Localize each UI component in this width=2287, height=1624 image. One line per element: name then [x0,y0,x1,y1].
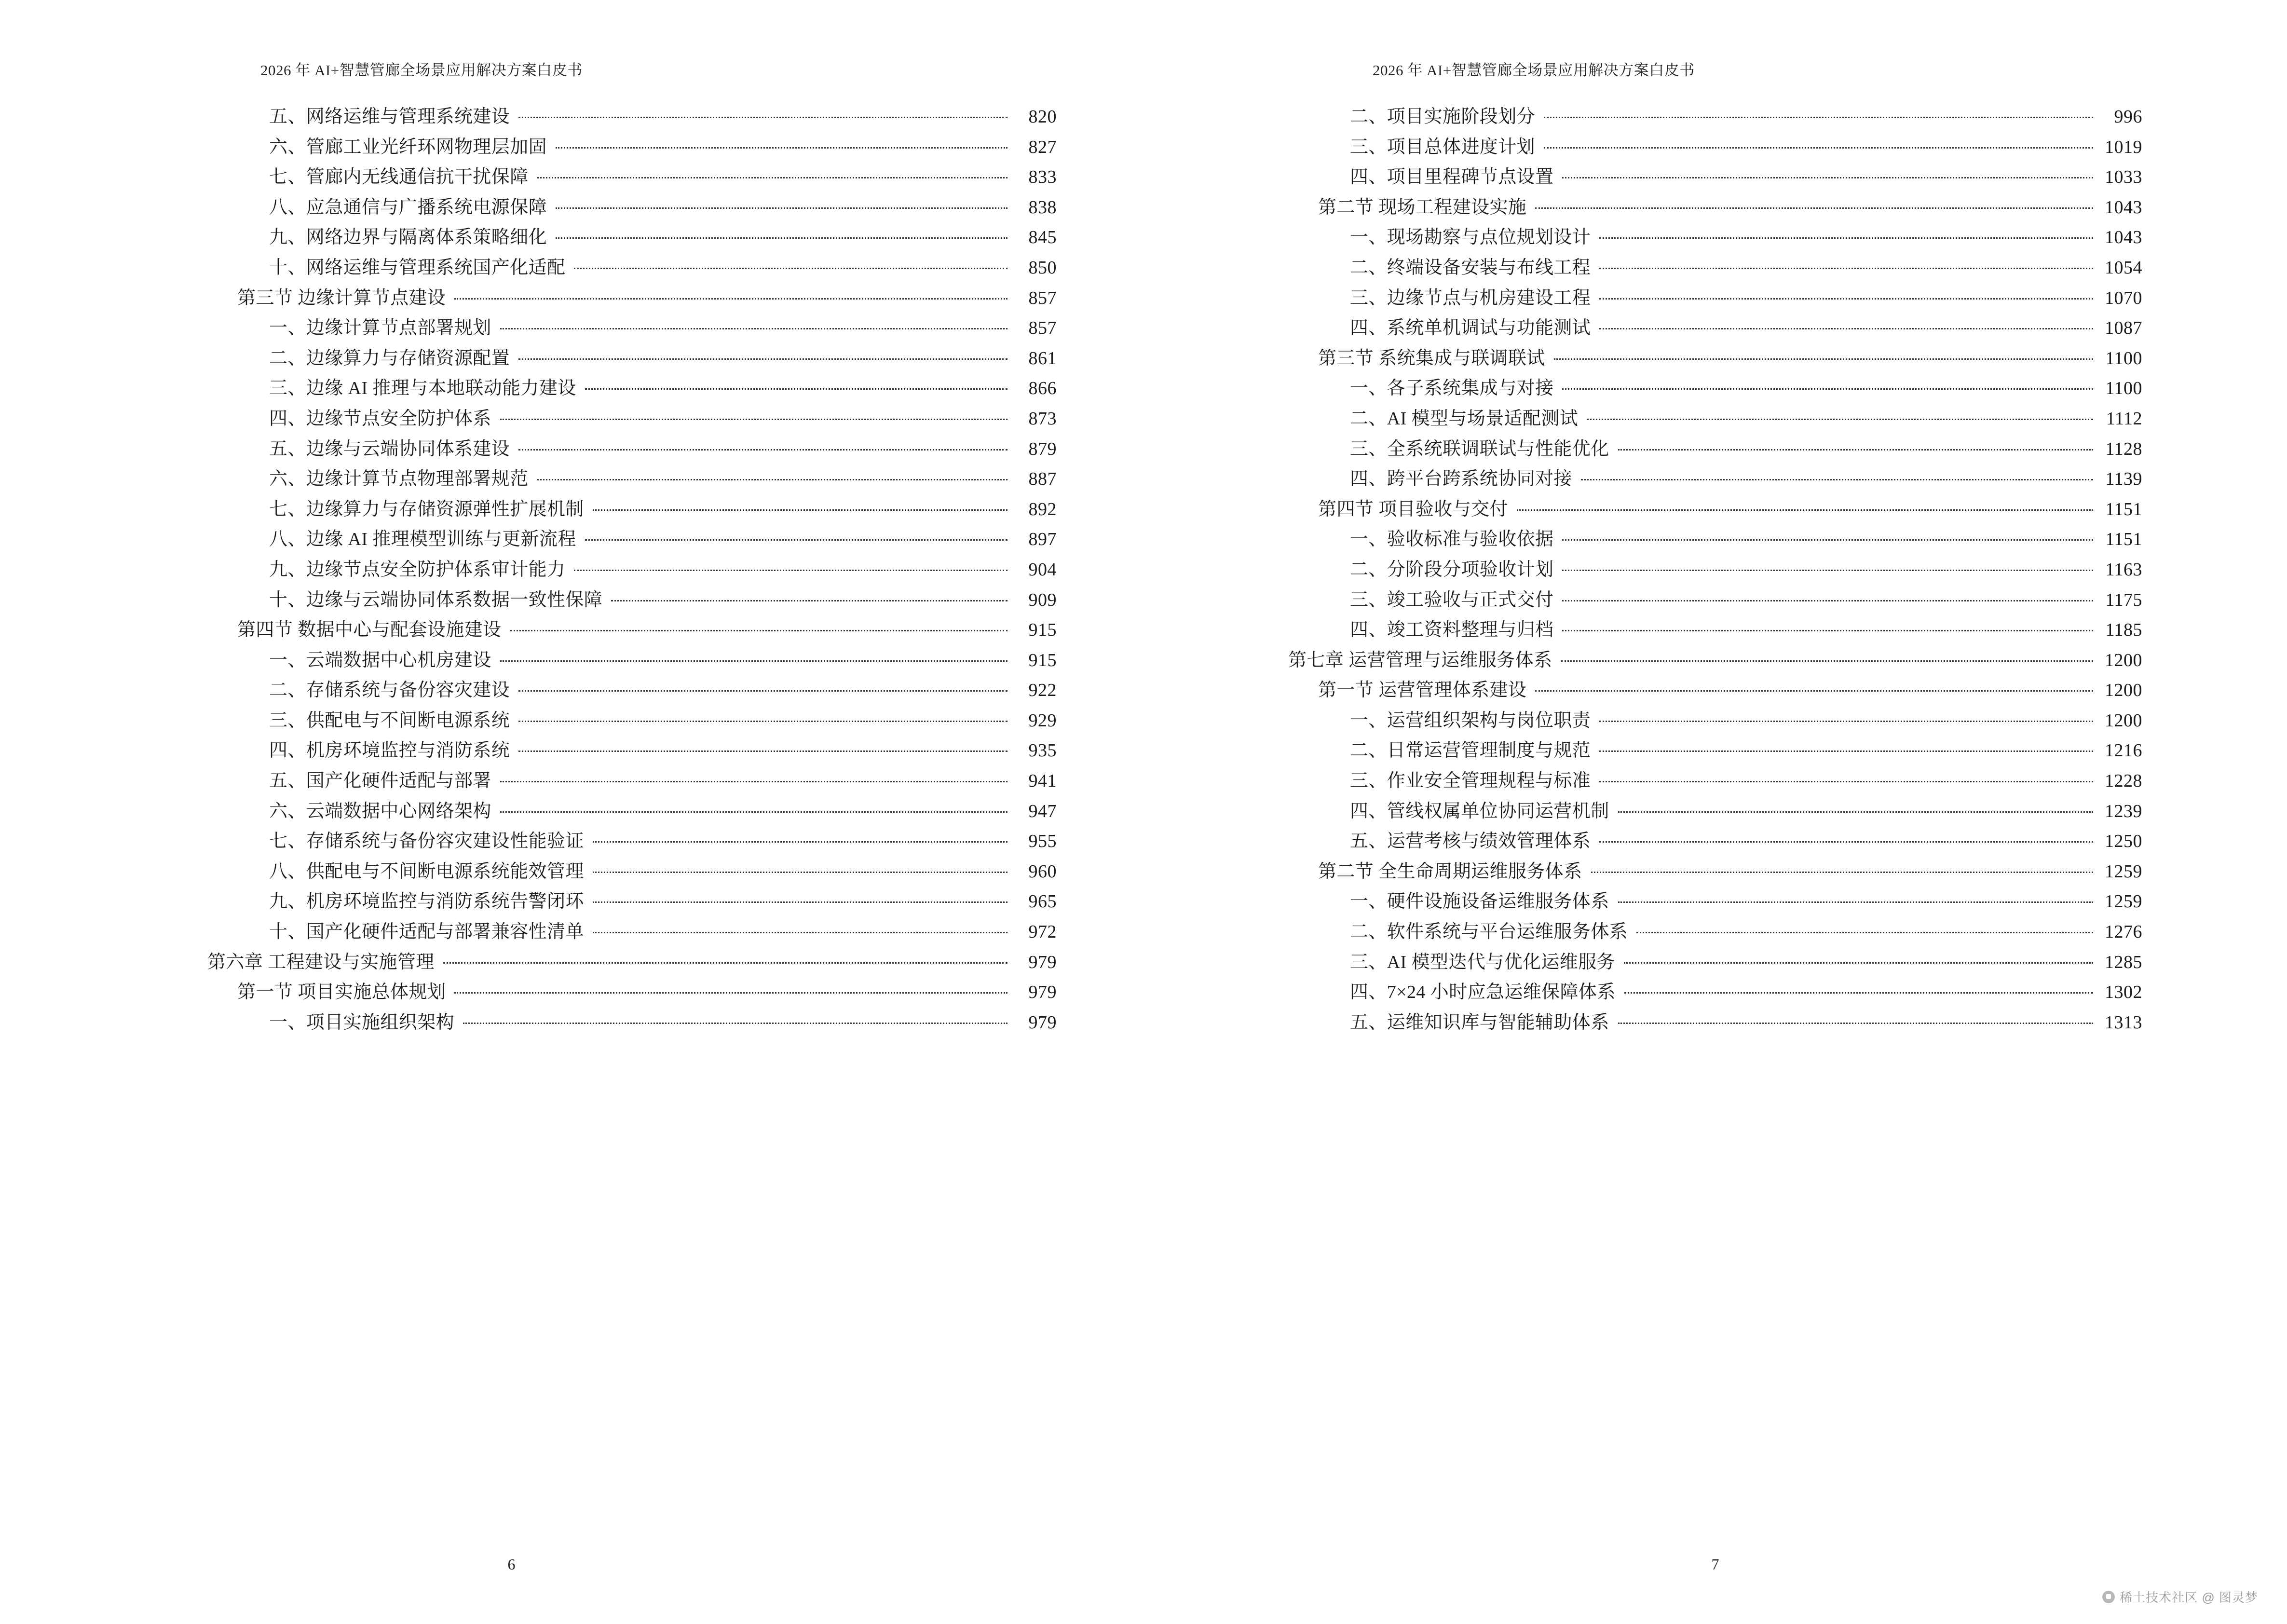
toc-leader-dots [1618,449,2093,450]
toc-entry-page-number: 979 [1028,952,1057,972]
toc-leader-dots [1618,811,2093,813]
toc-leader-dots [574,268,1007,269]
toc-entry-label: 四、项目里程碑节点设置 [1350,167,1554,188]
toc-entry-label: 四、7×24 小时应急运维保障体系 [1350,982,1616,1003]
toc-leader-dots [537,177,1007,178]
toc-entry-label: 第三节 边缘计算节点建设 [237,287,446,308]
toc-leader-dots [1562,630,2093,631]
toc-entry-label: 八、应急通信与广播系统电源保障 [269,197,547,218]
toc-entry[interactable] [1350,440,2142,458]
watermark-label: 稀土技术社区 @ 图灵梦 [2120,1590,2258,1605]
toc-entry-page-number: 1250 [2105,831,2142,852]
toc-entry-page-number: 857 [1028,318,1057,339]
toc-entry[interactable] [1350,953,2142,971]
toc-entry[interactable] [1350,108,2142,126]
toc-entry-page-number: 935 [1028,740,1057,761]
toc-entry-page-number: 1033 [2105,167,2142,188]
toc-entry[interactable] [269,138,1057,156]
toc-entry[interactable] [1350,832,2142,850]
running-head-left: 2026 年 AI+智慧管廊全场景应用解决方案白皮书 [260,62,583,79]
toc-entry[interactable] [207,953,1057,971]
toc-entry-page-number: 887 [1028,469,1057,490]
toc-entry-page-number: 960 [1028,861,1057,882]
toc-leader-dots [1599,751,2093,752]
toc-entry-page-number: 838 [1028,197,1057,218]
toc-entry-page-number: 1185 [2105,620,2142,641]
toc-entry[interactable] [269,1013,1057,1032]
toc-leader-dots [593,872,1007,873]
toc-entry-label: 一、验收标准与验收依据 [1350,529,1554,550]
toc-leader-dots [1544,147,2093,149]
toc-entry[interactable] [1350,530,2142,548]
toc-entry-label: 六、管廊工业光纤环网物理层加固 [269,136,547,157]
toc-entry[interactable] [1350,591,2142,609]
toc-entry-label: 九、边缘节点安全防护体系审计能力 [269,559,566,580]
toc-list-left [207,108,1057,1032]
toc-leader-dots [1562,570,2093,571]
toc-leader-dots [500,811,1007,813]
toc-entry-label: 一、硬件设施设备运维服务体系 [1350,891,1609,912]
toc-entry-page-number: 1313 [2105,1012,2142,1033]
toc-leader-dots [443,962,1007,964]
toc-entry[interactable] [269,409,1057,428]
toc-entry-label: 三、AI 模型迭代与优化运维服务 [1350,952,1615,972]
toc-leader-dots [1517,509,2093,511]
toc-entry-label: 三、供配电与不间断电源系统 [269,710,510,731]
toc-leader-dots [1618,1023,2093,1024]
toc-leader-dots [518,751,1007,752]
toc-entry-page-number: 904 [1028,559,1057,580]
toc-entry-label: 二、分阶段分项验收计划 [1350,559,1554,580]
toc-leader-dots [1599,268,2093,269]
toc-entry[interactable] [1318,349,2142,368]
toc-entry-label: 三、作业安全管理规程与标准 [1350,771,1591,792]
toc-leader-dots [1587,419,2093,420]
toc-entry-label: 五、网络运维与管理系统建设 [269,107,510,127]
toc-entry-label: 二、存储系统与备份容灾建设 [269,680,510,701]
toc-entry-page-number: 892 [1028,499,1057,519]
toc-leader-dots [500,781,1007,782]
toc-entry-label: 二、日常运营管理制度与规范 [1350,740,1591,761]
toc-entry-page-number: 850 [1028,257,1057,278]
toc-entry-page-number: 873 [1028,408,1057,429]
toc-entry-label: 第七章 运营管理与运维服务体系 [1288,650,1552,670]
toc-entry-label: 第三节 系统集成与联调联试 [1318,348,1545,368]
toc-entry-label: 第四节 项目验收与交付 [1318,499,1508,519]
toc-entry-label: 六、云端数据中心网络架构 [269,801,491,821]
watermark [2102,1588,2258,1606]
toc-entry[interactable] [269,319,1057,337]
toc-leader-dots [585,539,1007,541]
toc-entry-label: 十、国产化硬件适配与部署兼容性清单 [269,922,584,942]
toc-entry-page-number: 1259 [2105,891,2142,912]
toc-leader-dots [1544,117,2093,118]
toc-entry-label: 七、管廊内无线通信抗干扰保障 [269,167,529,188]
toc-leader-dots [1599,781,2093,782]
toc-leader-dots [574,570,1007,571]
toc-entry-label: 五、国产化硬件适配与部署 [269,771,491,792]
toc-entry-page-number: 996 [2114,107,2142,127]
toc-leader-dots [500,660,1007,662]
toc-entry[interactable] [269,741,1057,760]
toc-leader-dots [1636,932,2093,933]
toc-entry[interactable] [269,228,1057,246]
toc-entry-page-number: 1128 [2105,438,2142,459]
toc-leader-dots [518,358,1007,360]
toc-entry-page-number: 979 [1028,1012,1057,1033]
toc-entry-label: 四、管线权属单位协同运营机制 [1350,801,1609,821]
toc-entry-label: 四、系统单机调试与功能测试 [1350,318,1591,339]
toc-leader-dots [518,721,1007,722]
toc-entry[interactable] [269,651,1057,669]
page-left [0,58,1144,1624]
toc-entry-label: 七、边缘算力与存储资源弹性扩展机制 [269,499,584,519]
toc-entry-label: 一、边缘计算节点部署规划 [269,318,491,339]
toc-entry[interactable] [1350,409,2142,428]
toc-entry[interactable] [1350,1013,2142,1032]
toc-entry[interactable] [269,530,1057,548]
toc-entry[interactable] [1350,379,2142,397]
toc-entry-label: 三、全系统联调联试与性能优化 [1350,438,1609,459]
toc-entry[interactable] [269,923,1057,941]
toc-entry-label: 第六章 工程建设与实施管理 [207,952,435,972]
toc-list-right [1288,108,2142,1032]
toc-entry[interactable] [1350,802,2142,820]
folio-right: 7 [1711,1556,1719,1573]
toc-entry-page-number: 897 [1028,529,1057,550]
toc-leader-dots [454,992,1007,994]
toc-entry-label: 四、边缘节点安全防护体系 [269,408,491,429]
toc-leader-dots [556,237,1007,239]
toc-leader-dots [593,901,1007,903]
toc-entry-page-number: 1276 [2105,922,2142,942]
toc-entry[interactable] [1350,138,2142,156]
toc-entry-label: 一、运营组织架构与岗位职责 [1350,710,1591,731]
toc-entry-page-number: 915 [1028,620,1057,641]
toc-entry-page-number: 827 [1028,136,1057,157]
toc-leader-dots [1535,207,2093,209]
toc-leader-dots [1554,358,2093,360]
toc-entry-label: 五、运维知识库与智能辅助体系 [1350,1012,1609,1033]
toc-entry-page-number: 1200 [2105,680,2142,701]
toc-entry-page-number: 857 [1028,287,1057,308]
toc-entry-label: 二、边缘算力与存储资源配置 [269,348,510,368]
toc-entry-page-number: 833 [1028,167,1057,188]
toc-entry[interactable] [1350,983,2142,1001]
toc-entry-label: 二、终端设备安装与布线工程 [1350,257,1591,278]
toc-entry[interactable] [269,711,1057,730]
toc-entry[interactable] [269,892,1057,911]
toc-leader-dots [1581,479,2093,480]
toc-entry-page-number: 965 [1028,891,1057,912]
toc-entry[interactable] [1350,923,2142,941]
toc-entry[interactable] [1350,711,2142,730]
toc-leader-dots [1561,660,2093,662]
toc-entry[interactable] [1350,470,2142,488]
toc-leader-dots [518,690,1007,692]
toc-entry-label: 一、各子系统集成与对接 [1350,378,1554,399]
toc-entry-page-number: 941 [1028,771,1057,792]
toc-entry[interactable] [1350,772,2142,790]
toc-leader-dots [510,630,1007,631]
toc-entry-label: 十、边缘与云端协同体系数据一致性保障 [269,589,603,610]
toc-entry-page-number: 909 [1028,589,1057,610]
toc-leader-dots [1618,901,2093,903]
toc-entry-label: 三、边缘节点与机房建设工程 [1350,287,1591,308]
toc-entry[interactable] [269,470,1057,488]
toc-entry[interactable] [1350,259,2142,277]
toc-entry[interactable] [237,621,1057,639]
toc-leader-dots [1599,721,2093,722]
toc-entry[interactable] [1350,741,2142,760]
toc-leader-dots [518,449,1007,450]
toc-entry[interactable] [1350,228,2142,246]
toc-entry-label: 十、网络运维与管理系统国产化适配 [269,257,566,278]
toc-entry-page-number: 947 [1028,801,1057,821]
toc-entry[interactable] [237,983,1057,1001]
toc-leader-dots [1535,690,2093,692]
toc-leader-dots [593,509,1007,511]
toc-entry-label: 四、跨平台跨系统协同对接 [1350,469,1572,490]
toc-entry-label: 第一节 项目实施总体规划 [237,982,446,1003]
toc-entry[interactable] [1350,892,2142,911]
toc-entry[interactable] [269,108,1057,126]
toc-entry-label: 五、运营考核与绩效管理体系 [1350,831,1591,852]
toc-entry-page-number: 1043 [2105,227,2142,248]
toc-entry-label: 三、项目总体进度计划 [1350,136,1536,157]
toc-entry-page-number: 972 [1028,922,1057,942]
toc-entry-page-number: 1163 [2105,559,2142,580]
toc-entry-page-number: 955 [1028,831,1057,852]
toc-entry-label: 第一节 运营管理体系建设 [1318,680,1527,701]
toc-entry-page-number: 1200 [2105,710,2142,731]
toc-entry-page-number: 979 [1028,982,1057,1003]
toc-leader-dots [593,932,1007,933]
toc-entry-label: 第四节 数据中心与配套设施建设 [237,620,502,641]
toc-leader-dots [1624,962,2093,964]
toc-leader-dots [500,419,1007,420]
toc-leader-dots [1562,600,2093,601]
toc-entry-label: 二、项目实施阶段划分 [1350,107,1536,127]
toc-entry-label: 四、机房环境监控与消防系统 [269,740,510,761]
toc-entry-label: 第二节 全生命周期运维服务体系 [1318,861,1582,882]
toc-entry-page-number: 1112 [2106,408,2142,429]
page-right [1144,58,2287,1624]
toc-entry-label: 一、项目实施组织架构 [269,1012,455,1033]
toc-entry[interactable] [269,500,1057,519]
toc-entry[interactable] [1350,621,2142,639]
toc-leader-dots [1562,539,2093,541]
toc-entry-page-number: 1054 [2105,257,2142,278]
toc-entry-page-number: 1100 [2105,348,2142,368]
toc-entry-label: 三、竣工验收与正式交付 [1350,589,1554,610]
toc-entry-page-number: 861 [1028,348,1057,368]
toc-entry[interactable] [269,259,1057,277]
toc-entry-page-number: 1019 [2105,136,2142,157]
toc-entry[interactable] [269,168,1057,186]
toc-entry[interactable] [269,349,1057,368]
toc-leader-dots [1624,992,2093,994]
toc-entry-page-number: 845 [1028,227,1057,248]
toc-leader-dots [593,841,1007,843]
toc-entry-page-number: 1087 [2105,318,2142,339]
toc-entry[interactable] [237,289,1057,307]
toc-leader-dots [454,298,1007,300]
toc-entry-label: 八、供配电与不间断电源系统能效管理 [269,861,584,882]
toc-entry-page-number: 1070 [2105,287,2142,308]
toc-entry[interactable] [269,862,1057,881]
toc-entry-label: 二、AI 模型与场景适配测试 [1350,408,1579,429]
toc-entry-label: 二、软件系统与平台运维服务体系 [1350,922,1628,942]
toc-entry-page-number: 866 [1028,378,1057,399]
folio-left: 6 [507,1556,516,1573]
toc-leader-dots [537,479,1007,480]
toc-entry-page-number: 820 [1028,107,1057,127]
running-head-right: 2026 年 AI+智慧管廊全场景应用解决方案白皮书 [1373,62,1695,79]
toc-entry[interactable] [269,379,1057,397]
toc-entry-page-number: 915 [1028,650,1057,670]
toc-leader-dots [1562,177,2093,178]
toc-entry[interactable] [269,198,1057,217]
toc-entry-page-number: 1175 [2105,589,2142,610]
toc-entry[interactable] [269,681,1057,699]
toc-entry-page-number: 929 [1028,710,1057,731]
toc-entry-page-number: 922 [1028,680,1057,701]
toc-entry-page-number: 1043 [2105,197,2142,218]
toc-entry-page-number: 1139 [2105,469,2142,490]
toc-leader-dots [1562,388,2093,390]
toc-entry[interactable] [1318,198,2142,217]
toc-leader-dots [1599,841,2093,843]
watermark-icon [2102,1591,2115,1603]
toc-leader-dots [518,117,1007,118]
toc-entry-page-number: 1216 [2105,740,2142,761]
toc-entry-page-number: 1151 [2105,499,2142,519]
toc-entry[interactable] [269,591,1057,609]
toc-entry[interactable] [1318,862,2142,881]
toc-entry[interactable] [1350,319,2142,337]
toc-entry[interactable] [1350,289,2142,307]
toc-leader-dots [1599,298,2093,300]
toc-entry-label: 九、网络边界与隔离体系策略细化 [269,227,547,248]
toc-entry[interactable] [269,832,1057,850]
toc-entry-label: 七、存储系统与备份容灾建设性能验证 [269,831,584,852]
toc-entry-page-number: 1151 [2105,529,2142,550]
toc-entry[interactable] [269,560,1057,579]
toc-entry-page-number: 1302 [2105,982,2142,1003]
toc-entry-label: 三、边缘 AI 推理与本地联动能力建设 [269,378,576,399]
toc-leader-dots [556,147,1007,149]
toc-entry-label: 四、竣工资料整理与归档 [1350,620,1554,641]
toc-entry-page-number: 1228 [2105,771,2142,792]
toc-leader-dots [1591,872,2093,873]
toc-entry-label: 一、现场勘察与点位规划设计 [1350,227,1591,248]
toc-entry-page-number: 1239 [2105,801,2142,821]
toc-leader-dots [1599,328,2093,329]
toc-entry[interactable] [269,440,1057,458]
toc-entry[interactable] [269,802,1057,820]
toc-entry[interactable] [1318,681,2142,699]
toc-entry[interactable] [1350,168,2142,186]
toc-leader-dots [500,328,1007,329]
toc-entry-page-number: 1259 [2105,861,2142,882]
toc-entry[interactable] [1288,651,2142,669]
toc-entry-page-number: 1200 [2105,650,2142,670]
toc-entry-page-number: 1285 [2105,952,2142,972]
toc-entry-label: 一、云端数据中心机房建设 [269,650,491,670]
toc-entry-page-number: 1100 [2105,378,2142,399]
toc-leader-dots [463,1023,1007,1024]
toc-entry-label: 九、机房环境监控与消防系统告警闭环 [269,891,584,912]
toc-entry-label: 五、边缘与云端协同体系建设 [269,438,510,459]
toc-entry[interactable] [269,772,1057,790]
toc-entry-label: 六、边缘计算节点物理部署规范 [269,469,529,490]
toc-leader-dots [611,600,1007,601]
toc-leader-dots [556,207,1007,209]
toc-leader-dots [1599,237,2093,239]
toc-entry[interactable] [1350,560,2142,579]
toc-entry-page-number: 879 [1028,438,1057,459]
toc-entry[interactable] [1318,500,2142,519]
toc-entry-label: 八、边缘 AI 推理模型训练与更新流程 [269,529,576,550]
toc-leader-dots [585,388,1007,390]
toc-entry-label: 第二节 现场工程建设实施 [1318,197,1527,218]
